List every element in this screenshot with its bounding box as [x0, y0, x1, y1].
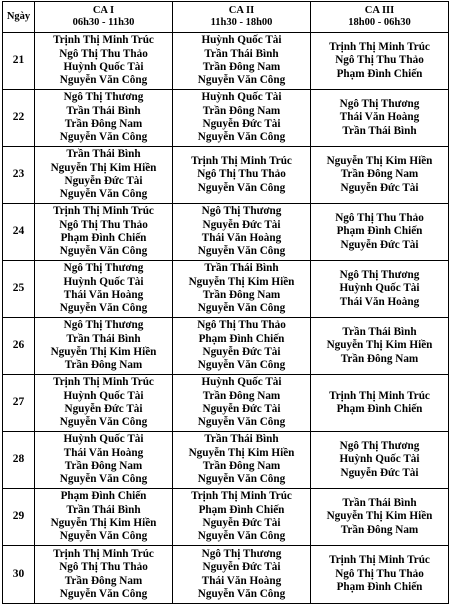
staff-name: Huỳnh Quốc Tài — [63, 433, 144, 446]
shift-header-2 — [173, 2, 311, 33]
staff-name: Nguyễn Đức Tài — [202, 561, 281, 574]
staff-name: Huỳnh Quốc Tài — [339, 453, 420, 466]
staff-name: Nguyễn Thị Kim Hiền — [326, 339, 433, 352]
shift-cell-3 — [311, 261, 449, 318]
staff-name: Ngô Thị Thu Thảo — [335, 211, 424, 224]
staff-name: Nguyễn Đức Tài — [340, 181, 419, 194]
staff-name: Trần Đông Nam — [202, 104, 281, 117]
shift-cell-2 — [173, 33, 311, 90]
staff-name: Trần Thái Bình — [342, 325, 417, 338]
day-cell: 22 — [3, 90, 35, 147]
staff-name: Nguyễn Thị Kim Hiền — [50, 346, 157, 358]
staff-name: Thái Văn Hoàng — [339, 295, 420, 308]
shift-time: 06h30 - 11h30 — [72, 17, 135, 28]
shift-name: CA II — [228, 4, 255, 16]
staff-name: Ngô Thị Thu Thảo — [335, 54, 424, 67]
staff-name: Nguyễn Thị Kim Hiền — [188, 446, 295, 459]
staff-name: Trần Đông Nam — [64, 118, 143, 130]
staff-name: Nguyễn Văn Công — [59, 131, 148, 144]
staff-name: Nguyễn Đức Tài — [202, 218, 281, 231]
staff-name: Nguyễn Văn Công — [59, 302, 148, 315]
shift-time: 18h00 - 06h30 — [348, 17, 411, 28]
day-cell: 25 — [3, 261, 35, 318]
shift-cell-2 — [173, 318, 311, 375]
staff-name: Trần Đông Nam — [202, 289, 281, 301]
shift-cell-2 — [173, 489, 311, 546]
staff-name: Nguyễn Văn Công — [197, 181, 286, 194]
table-row — [3, 375, 449, 432]
shift-cell-3 — [311, 33, 449, 90]
staff-name: Nguyễn Văn Công — [197, 245, 286, 258]
shift-cell-2 — [173, 204, 311, 261]
staff-name: Nguyễn Thị Kim Hiền — [188, 275, 295, 288]
staff-name: Trần Đông Nam — [340, 352, 419, 365]
staff-name: Nguyễn Đức Tài — [202, 517, 281, 529]
table-row — [3, 204, 449, 261]
staff-name: Phạm Đình Chiến — [198, 332, 285, 345]
staff-name: Trịnh Thị Minh Trúc — [329, 40, 430, 53]
staff-name: Ngô Thị Thương — [63, 262, 144, 275]
staff-name: Nguyễn Đức Tài — [202, 118, 281, 130]
staff-name: Trần Đông Nam — [64, 574, 143, 587]
staff-name: Trần Đông Nam — [202, 460, 281, 472]
shift-cell-2 — [173, 147, 311, 204]
staff-name: Nguyễn Văn Công — [59, 587, 148, 600]
staff-name: Ngô Thị Thu Thảo — [197, 319, 286, 332]
staff-name: Trần Thái Bình — [204, 47, 279, 60]
staff-name: Trịnh Thị Minh Trúc — [191, 490, 292, 503]
staff-name: Trịnh Thị Minh Trúc — [329, 389, 430, 402]
staff-name: Nguyễn Đức Tài — [202, 403, 281, 415]
staff-name: Trần Thái Bình — [66, 332, 141, 345]
staff-name: Ngô Thị Thương — [201, 205, 282, 218]
staff-name: Trần Thái Bình — [204, 433, 279, 446]
shift-name: CA I — [92, 4, 115, 16]
staff-name: Nguyễn Thị Kim Hiền — [50, 517, 157, 529]
staff-name: Nguyễn Văn Công — [197, 359, 286, 372]
staff-name: Huỳnh Quốc Tài — [201, 91, 282, 104]
staff-name: Trần Đông Nam — [64, 460, 143, 472]
staff-name: Ngô Thị Thương — [201, 547, 282, 560]
staff-name: Ngô Thị Thu Thảo — [59, 218, 148, 231]
header-row — [3, 2, 449, 33]
staff-name: Phạm Đình Chiến — [60, 232, 147, 244]
day-cell: 26 — [3, 318, 35, 375]
shift-cell-1 — [35, 147, 173, 204]
staff-name: Trịnh Thị Minh Trúc — [191, 154, 292, 167]
staff-name: Thái Văn Hoàng — [201, 232, 282, 244]
staff-name: Nguyễn Văn Công — [197, 74, 286, 87]
shift-cell-2 — [173, 432, 311, 489]
shift-time: 11h30 - 18h00 — [210, 17, 273, 28]
staff-name: Ngô Thị Thu Thảo — [59, 47, 148, 60]
staff-name: Nguyễn Đức Tài — [340, 238, 419, 251]
day-cell: 27 — [3, 375, 35, 432]
staff-name: Nguyễn Văn Công — [197, 473, 286, 486]
staff-name: Nguyễn Thị Kim Hiền — [50, 161, 157, 174]
staff-name: Nguyễn Văn Công — [59, 530, 148, 543]
staff-name: Nguyễn Đức Tài — [64, 175, 143, 187]
day-cell: 21 — [3, 33, 35, 90]
day-cell: 30 — [3, 546, 35, 604]
shift-roster-table — [2, 1, 449, 604]
day-column-header: Ngày — [3, 2, 35, 33]
staff-name: Trần Đông Nam — [64, 359, 143, 372]
staff-name: Ngô Thị Thương — [339, 439, 420, 452]
shift-cell-1 — [35, 375, 173, 432]
table-row — [3, 33, 449, 90]
staff-name: Phạm Đình Chiến — [198, 503, 285, 516]
staff-name: Trần Thái Bình — [66, 104, 141, 117]
staff-name: Nguyễn Văn Công — [59, 245, 148, 258]
staff-name: Nguyễn Thị Kim Hiền — [326, 154, 433, 167]
day-cell: 23 — [3, 147, 35, 204]
staff-name: Trịnh Thị Minh Trúc — [53, 547, 154, 560]
table-row — [3, 432, 449, 489]
staff-name: Huỳnh Quốc Tài — [63, 389, 144, 402]
shift-cell-1 — [35, 204, 173, 261]
staff-name: Phạm Đình Chiến — [336, 225, 423, 238]
staff-name: Ngô Thị Thương — [339, 97, 420, 110]
staff-name: Trần Đông Nam — [202, 61, 281, 73]
shift-cell-3 — [311, 489, 449, 546]
staff-name: Nguyễn Văn Công — [197, 416, 286, 429]
staff-name: Nguyễn Văn Công — [59, 188, 148, 201]
staff-name: Ngô Thị Thương — [339, 268, 420, 281]
shift-header-1 — [35, 2, 173, 33]
staff-name: Trần Đông Nam — [202, 389, 281, 402]
shift-cell-3 — [311, 432, 449, 489]
staff-name: Trần Thái Bình — [204, 262, 279, 275]
staff-name: Nguyễn Đức Tài — [64, 403, 143, 415]
shift-cell-3 — [311, 90, 449, 147]
shift-cell-3 — [311, 375, 449, 432]
staff-name: Ngô Thị Thu Thảo — [335, 567, 424, 580]
shift-cell-1 — [35, 489, 173, 546]
day-cell: 29 — [3, 489, 35, 546]
staff-name: Trần Thái Bình — [66, 503, 141, 516]
staff-name: Thái Văn Hoàng — [201, 574, 282, 587]
staff-name: Huỳnh Quốc Tài — [201, 34, 282, 47]
staff-name: Trần Thái Bình — [66, 148, 141, 161]
shift-cell-1 — [35, 432, 173, 489]
shift-cell-1 — [35, 261, 173, 318]
staff-name: Trần Đông Nam — [340, 168, 419, 181]
shift-cell-3 — [311, 204, 449, 261]
shift-cell-2 — [173, 375, 311, 432]
table-row — [3, 261, 449, 318]
staff-name: Ngô Thị Thu Thảo — [197, 168, 286, 181]
table-row — [3, 318, 449, 375]
table-row — [3, 546, 449, 604]
shift-cell-3 — [311, 147, 449, 204]
staff-name: Thái Văn Hoàng — [63, 289, 144, 301]
staff-name: Nguyễn Đức Tài — [202, 346, 281, 358]
staff-name: Nguyễn Văn Công — [59, 74, 148, 87]
shift-cell-2 — [173, 90, 311, 147]
shift-cell-1 — [35, 546, 173, 604]
shift-cell-2 — [173, 261, 311, 318]
staff-name: Ngô Thị Thu Thảo — [59, 561, 148, 574]
staff-name: Trần Thái Bình — [342, 124, 417, 137]
staff-name: Phạm Đình Chiến — [336, 581, 423, 594]
staff-name: Nguyễn Văn Công — [197, 587, 286, 600]
staff-name: Trịnh Thị Minh Trúc — [53, 205, 154, 218]
staff-name: Phạm Đình Chiến — [336, 403, 423, 415]
staff-name: Trần Thái Bình — [342, 496, 417, 509]
shift-cell-3 — [311, 546, 449, 604]
staff-name: Huỳnh Quốc Tài — [63, 61, 144, 73]
staff-name: Huỳnh Quốc Tài — [339, 282, 420, 295]
staff-name: Trịnh Thị Minh Trúc — [53, 376, 154, 389]
shift-cell-1 — [35, 33, 173, 90]
staff-name: Nguyễn Văn Công — [197, 302, 286, 315]
staff-name: Phạm Đình Chiến — [336, 67, 423, 80]
shift-name: CA III — [364, 4, 395, 16]
staff-name: Trần Đông Nam — [340, 523, 419, 536]
staff-name: Phạm Đình Chiến — [60, 490, 147, 503]
table-row — [3, 147, 449, 204]
shift-cell-1 — [35, 318, 173, 375]
staff-name: Ngô Thị Thương — [63, 91, 144, 104]
staff-name: Huỳnh Quốc Tài — [63, 275, 144, 288]
staff-name: Nguyễn Văn Công — [197, 530, 286, 543]
roster-body — [3, 33, 449, 604]
staff-name: Nguyễn Đức Tài — [340, 466, 419, 479]
staff-name: Trịnh Thị Minh Trúc — [329, 554, 430, 567]
staff-name: Ngô Thị Thương — [63, 319, 144, 332]
table-row — [3, 90, 449, 147]
staff-name: Nguyễn Văn Công — [197, 131, 286, 144]
day-cell: 28 — [3, 432, 35, 489]
staff-name: Thái Văn Hoàng — [339, 111, 420, 124]
staff-name: Nguyễn Văn Công — [59, 416, 148, 429]
staff-name: Nguyễn Văn Công — [59, 473, 148, 486]
shift-cell-1 — [35, 90, 173, 147]
shift-cell-2 — [173, 546, 311, 604]
staff-name: Thái Văn Hoàng — [63, 446, 144, 459]
staff-name: Nguyễn Thị Kim Hiền — [326, 510, 433, 523]
shift-cell-3 — [311, 318, 449, 375]
staff-name: Trịnh Thị Minh Trúc — [53, 34, 154, 47]
staff-name: Huỳnh Quốc Tài — [201, 376, 282, 389]
day-cell: 24 — [3, 204, 35, 261]
table-row — [3, 489, 449, 546]
shift-header-3 — [311, 2, 449, 33]
